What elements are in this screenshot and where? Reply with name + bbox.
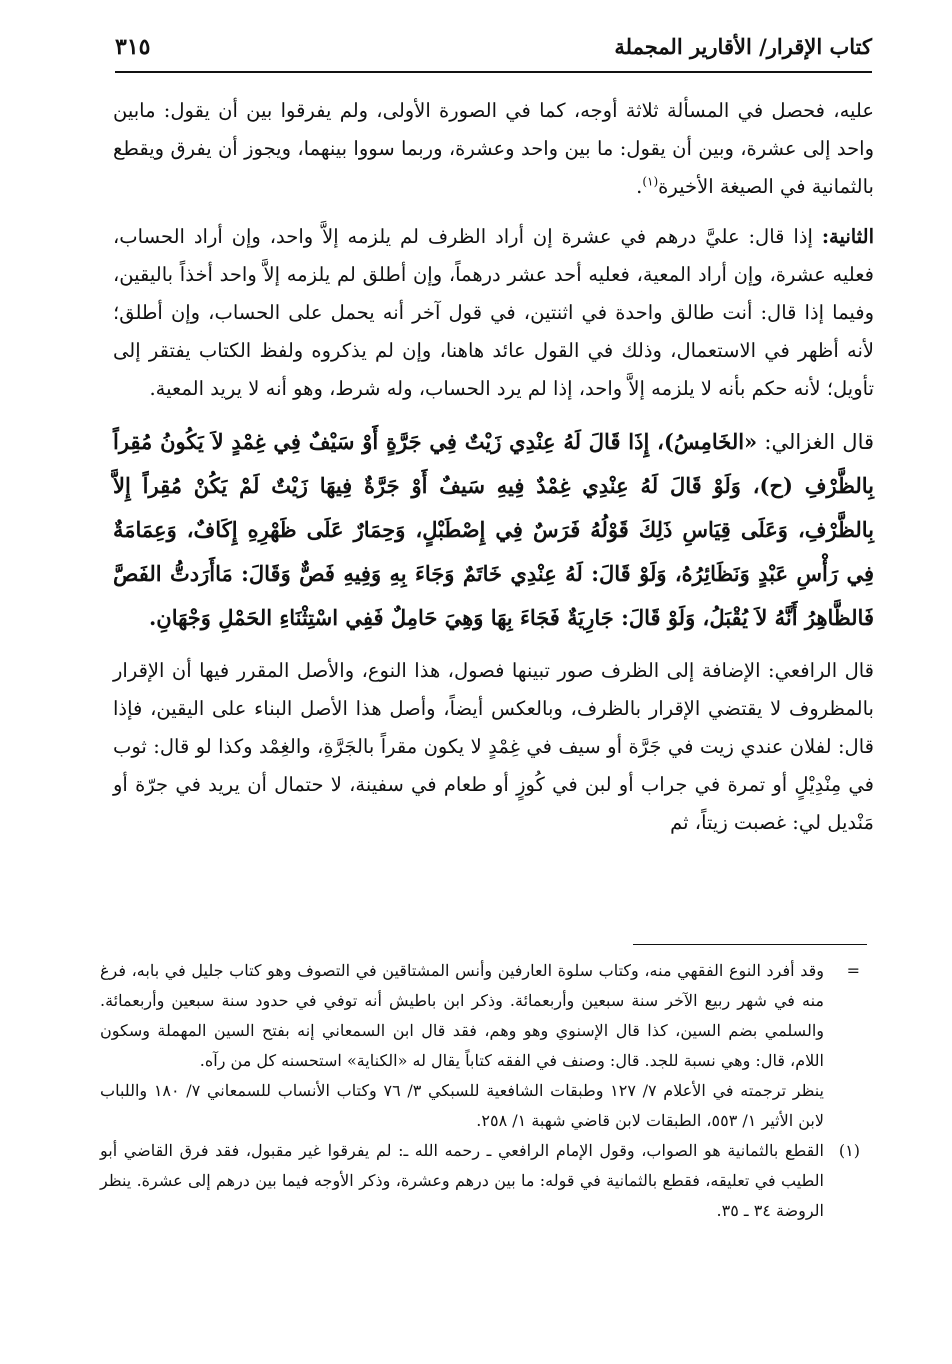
footnote-paragraph: القطع بالثمانية هو الصواب، وقول الإمام الرافعي ـ رحمه الله ـ: لم يفرقوا غير مقبول، فقد فرق القاضي أبو الطيب في تعليقه، فقطع بالثمانية في قوله: ما بين درهم وعشرة، وذكر الأوجه فيما بين درهم إلى عشرة. ينظر الروضة ٣٤ ـ ٣٥. [100, 1141, 824, 1220]
footnote-continued [100, 956, 860, 1136]
running-title: كتاب الإقرار/ الأقارير المجملة [614, 34, 872, 59]
footnote-body [100, 1136, 824, 1226]
paragraph-rafii [113, 652, 874, 842]
paragraph-end: . [636, 175, 643, 198]
paragraph-text: عليه، فحصل في المسألة ثلاثة أوجه، كما في الصورة الأولى، ولم يفرقوا بين أن يقول: مابين واحد إلى عشرة، وبين أن يقول: ما بين واحد وعشرة، وربما سووا بينهما، ويجوز أن يفرق ويقطع بالثمانية في الصيغة الأخيرة [113, 99, 874, 198]
paragraph-gap [113, 640, 874, 652]
paragraph-gap [113, 408, 874, 420]
quote-intro: قال الغزالي: [757, 430, 875, 454]
paragraph-continuation [113, 92, 874, 206]
paragraph-ghazali-quote [113, 420, 874, 640]
footnote-ref-1: (١) [642, 174, 659, 189]
paragraph-second [113, 218, 874, 408]
page-number: ٣١٥ [115, 34, 151, 60]
paragraph-lead: الثانية: [821, 225, 874, 248]
paragraph-text: قال الرافعي: الإضافة إلى الظرف صور تبينها فصول، هذا النوع، والأصل المقرر فيها أن الإقرار بالمظروف لا يقتضي الإقرار بالظرف، وبالعكس أيضاً، وأصل هذا الأصل البناء على اليقين، فإذا قال: لفلان عندي زيت في جَرَّة أو سيف في غِمْدٍ لا يكون مقراً بالجَرَّةِ، والغِمْد وكذا لو قال: ثوب في مِنْدِيْلٍ أو تمرة في جراب أو لبن في كُوزٍ أو طعام في سفينة، لا حتمال أن يريد في جرّة أو مَنْديل لي: غصبت زيتاً، ثم [113, 659, 874, 834]
paragraph-gap [113, 206, 874, 218]
footnote-separator [633, 944, 867, 945]
footnote-marker: = [846, 961, 860, 980]
footnote-paragraph: وقد أفرد النوع الفقهي منه، وكتاب سلوة العارفين وأنس المشتاقين في التصوف وهو كتاب جليل في بابه، فرغ منه في شهر ربيع الآخر سنة سبعين وأربعمائة. وذكر ابن باطيش أنه توفي في حدود سنة سبعين وأربعمائة. والسلمي بضم السين، كذا قال الإسنوي وهو وهم، فقد قال ابن السمعاني إنه بفتح السين المهملة وسكون اللام، قال: وهي نسبة للجد. قال: وصنف في الفقه كتاباً يقال له «الكناية» استحسنه كل من رآه. [100, 961, 824, 1070]
footnote-paragraph: ينظر ترجمته في الأعلام ٧/ ١٢٧ وطبقات الشافعية للسبكي ٣/ ٧٦ وكتاب الأنساب للسمعاني ٧/ ١٨٠ واللباب لابن الأثير ١/ ٥٥٣، الطبقات لابن قاضي شهبة ١/ ٢٥٨. [100, 1081, 824, 1130]
footnote-1 [100, 1136, 860, 1226]
footnote-body [100, 956, 824, 1136]
footnote-marker: (١) [838, 1141, 860, 1160]
footnotes [100, 956, 860, 1226]
main-text [113, 92, 874, 842]
quote-text: «الخَامِسُ)، إِذَا قَالَ لَهُ عِنْدِي زَيْتٌ فِي جَرَّةٍ أَوْ سَيْفٌ فِي غِمْدٍ لاَ يَكُونُ مُقِراً بِالظَّرْفِ (ح)، وَلَوْ قَالَ لَهُ عِنْدِي غِمْدٌ فِيهِ سَيفٌ أَوْ جَرَّةٌ فِيهَا زَيْتٌ لَمْ يَكُنْ مُقِراً إِلاَّ بِالظَّرْفِ، وَعَلَى قِيَاسِ ذَلِكَ قَوْلُهُ فَرَسٌ فِي إِصْطَبْلٍ، وَحِمَارٌ عَلَى ظَهْرِهِ إِكَافٌ، وَعِمَامَةٌ فِي رَأْسِ عَبْدٍ وَنَظَائِرُهُ، وَلَوْ قَالَ: لَهُ عِنْدِي خَاتَمٌ وَجَاءَ بِهِ وَفِيهِ فَصٌّ وَقَالَ: مَاأَرَدتُّ الفَصَّ فَالظَّاهِرُ أَنَّهُ لاَ يُقْبَلُ، وَلَوْ قَالَ: جَارِيَةٌ فَجَاءَ بِهَا وَهِيَ حَامِلٌ فَفِي اسْتِثْنَاءِ الحَمْلِ وَجْهَانِ. [113, 429, 874, 630]
header-rule [115, 71, 872, 73]
page-header [115, 28, 872, 68]
paragraph-text: إذا قال: عليَّ درهم في عشرة إن أراد الظرف لم يلزمه إلاَّ واحد، وإن أراد الحساب، فعليه عشرة، وإن أراد المعية، فعليه أحد عشر درهماً، وإن أطلق لم يلزمه إلاَّ واحد أخذاً باليقين، وفيما إذا قال: أنت طالق واحدة في اثنتين، في قول آخر أنه يحمل على الحساب، وإن أطلق؛ لأنه أظهر في الاستعمال، وذلك في القول عائد هاهنا، وإن لم يذكروه ولفظ الكتاب يفتقر إلى تأويل؛ لأنه حكم بأنه لا يلزمه إلاَّ واحد، إذا لم يرد الحساب، وله شرط، وهو أنه لا يريد المعية. [113, 225, 874, 400]
